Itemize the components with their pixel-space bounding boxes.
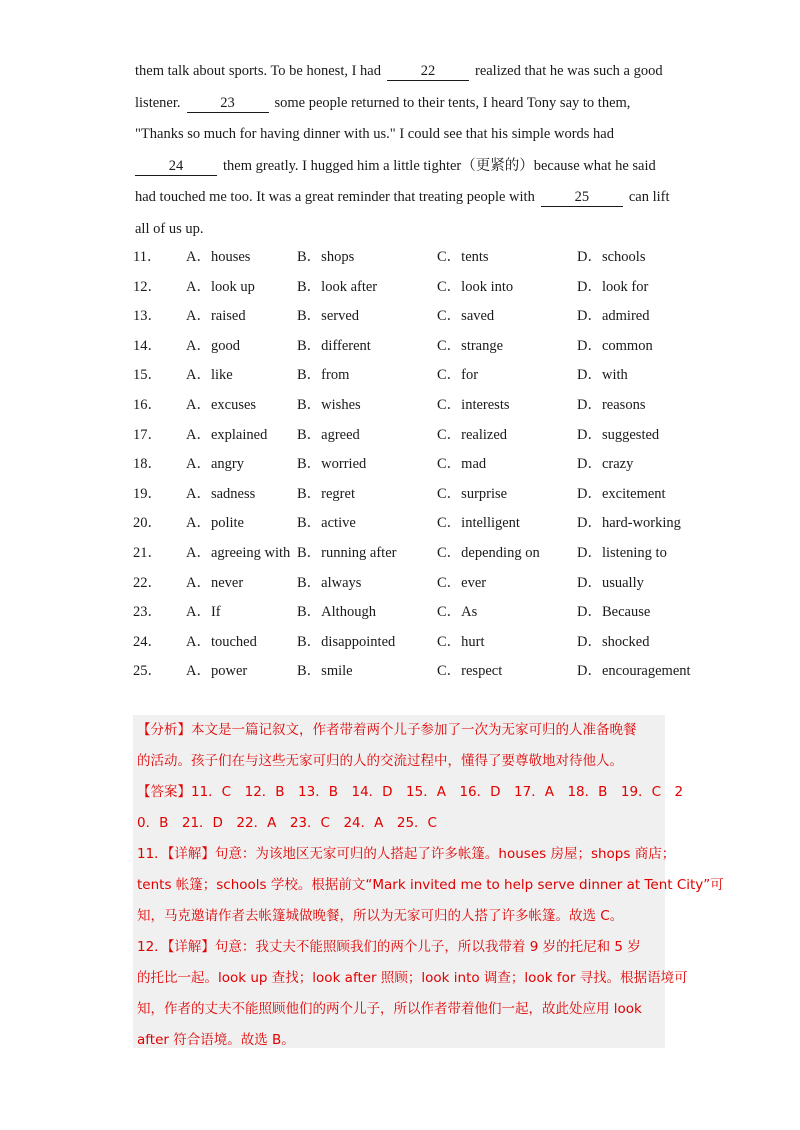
question-number: 18． — [133, 456, 162, 473]
question-row — [133, 509, 681, 539]
question-row — [133, 332, 678, 362]
passage-line — [135, 56, 675, 88]
option-c: C．saved — [437, 308, 495, 325]
passage-text: realized that he was such a good — [474, 63, 663, 79]
option-c: C．mad — [437, 456, 487, 473]
question-row — [133, 569, 678, 599]
analysis-line: tents 帐篷；schools 学校。根据前文“Mark invited me to help serve dinner at Tent City”可 — [137, 877, 724, 893]
question-row — [133, 302, 678, 332]
option-c: C．depending on — [437, 544, 540, 561]
option-a: A．houses — [186, 249, 251, 265]
analysis-line: 12．【详解】句意：我丈夫不能照顾我们的两个儿子，所以我带着 9 岁的托尼和 5 岁 — [137, 939, 641, 955]
option-d: D．listening to — [577, 544, 667, 561]
question-row — [133, 480, 678, 510]
option-c: C．respect — [437, 663, 503, 680]
option-d: D．usually — [577, 574, 644, 591]
option-b: B．shops — [297, 249, 355, 265]
passage-line — [135, 88, 675, 120]
option-c: C．ever — [437, 574, 487, 591]
option-c: C．strange — [437, 337, 504, 354]
option-b: B．look after — [297, 278, 378, 295]
option-a: A．touched — [186, 633, 257, 650]
option-b: B．wishes — [297, 396, 361, 413]
question-row — [133, 391, 678, 421]
question-number: 24． — [133, 633, 162, 650]
question-options — [133, 243, 691, 687]
option-a: A．excuses — [186, 396, 257, 413]
option-c: C．interests — [437, 396, 510, 413]
question-number: 22． — [133, 574, 162, 591]
option-b: B．running after — [297, 544, 397, 561]
analysis-line: 【分析】本文是一篇记叙文，作者带着两个儿子参加了一次为无家可归的人准备晚餐 — [137, 722, 637, 738]
question-row — [133, 598, 678, 628]
question-number: 25． — [133, 663, 162, 680]
cloze-passage — [135, 56, 675, 245]
option-b: B．from — [297, 367, 350, 384]
passage-text: "Thanks so much for having dinner with us." I could see that his simple words had — [135, 126, 614, 142]
question-number: 13． — [133, 308, 162, 325]
option-b: B．regret — [297, 485, 355, 502]
option-c: C．hurt — [437, 633, 485, 650]
passage-line — [135, 119, 675, 151]
analysis-line: after 符合语境。故选 B。 — [137, 1032, 295, 1048]
option-d: D．hard-working — [577, 515, 681, 532]
option-c: C．for — [437, 367, 479, 384]
option-b: B．active — [297, 515, 356, 532]
question-row — [133, 361, 678, 391]
option-a: A．explained — [186, 426, 268, 443]
passage-text: some people returned to their tents, I heard Tony say to them, — [274, 94, 631, 111]
option-a: A．power — [186, 663, 248, 680]
question-number: 16． — [133, 396, 162, 413]
option-b: B．smile — [297, 663, 353, 680]
option-a: A．sadness — [186, 485, 256, 502]
option-a: A．agreeing with — [186, 544, 291, 561]
question-number: 11． — [133, 249, 162, 265]
question-number: 12． — [133, 278, 162, 295]
question-row — [133, 628, 678, 658]
question-number: 15． — [133, 367, 162, 384]
option-d: D．suggested — [577, 426, 660, 443]
question-number: 20． — [133, 515, 162, 532]
answer-analysis-box — [133, 715, 724, 1048]
question-number: 17． — [133, 426, 162, 443]
question-row — [133, 243, 678, 273]
option-d: D．encouragement — [577, 663, 691, 680]
option-d: D．with — [577, 367, 628, 384]
option-a: A．angry — [186, 456, 244, 473]
question-row — [133, 273, 678, 303]
blank-22: 22 — [387, 63, 469, 81]
question-number: 21． — [133, 544, 162, 561]
analysis-line: 11．【详解】句意：为该地区无家可归的人搭起了许多帐篷。houses 房屋；shops 商店； — [137, 846, 676, 862]
option-b: B．agreed — [297, 426, 360, 443]
option-b: B．disappointed — [297, 633, 396, 650]
passage-line — [135, 214, 675, 246]
option-c: C．As — [437, 604, 478, 621]
option-c: C．tents — [437, 249, 489, 265]
option-d: D．Because — [577, 604, 651, 621]
blank-24: 24 — [135, 158, 217, 176]
passage-text: can lift — [628, 189, 670, 205]
option-c: C．surprise — [437, 485, 508, 502]
option-a: A．raised — [186, 308, 246, 325]
option-d: D．look for — [577, 278, 649, 295]
option-b: B．worried — [297, 456, 367, 473]
option-d: D．excitement — [577, 485, 666, 502]
passage-line — [135, 182, 675, 214]
option-d: D．admired — [577, 308, 650, 325]
question-number: 14． — [133, 337, 162, 354]
option-c: C．intelligent — [437, 515, 520, 532]
passage-text: listener. — [135, 94, 181, 111]
option-b: B．Although — [297, 604, 376, 621]
blank-25: 25 — [541, 189, 623, 207]
option-c: C．look into — [437, 278, 514, 295]
question-number: 23． — [133, 604, 162, 621]
option-a: A．If — [186, 604, 221, 621]
analysis-line: 0．B 21．D 22．A 23．C 24．A 25．C — [137, 815, 437, 831]
option-b: B．always — [297, 574, 362, 591]
option-d: D．crazy — [577, 456, 634, 473]
question-row — [133, 539, 678, 569]
question-number: 19． — [133, 485, 162, 502]
option-a: A．like — [186, 367, 233, 384]
passage-text: them greatly. I hugged him a little tighter（更紧的）because what he said — [223, 157, 656, 174]
option-d: D．shocked — [577, 633, 650, 650]
option-a: A．polite — [186, 515, 244, 532]
question-row — [133, 421, 678, 451]
analysis-line: 知，马克邀请作者去帐篷城做晚餐，所以为无家可归的人搭了许多帐篷。故选 C。 — [137, 908, 624, 924]
analysis-line: 的托比一起。look up 查找；look after 照顾；look into 调查；look for 寻找。根据语境可 — [137, 970, 688, 986]
option-a: A．look up — [186, 278, 255, 295]
option-c: C．realized — [437, 426, 508, 443]
option-d: D．schools — [577, 249, 646, 265]
option-d: D．common — [577, 337, 653, 354]
passage-text: them talk about sports. To be honest, I had — [135, 63, 381, 79]
option-b: B．different — [297, 337, 371, 354]
analysis-line: 知，作者的丈夫不能照顾他们的两个儿子，所以作者带着他们一起，故此处应用 look — [137, 1001, 642, 1017]
passage-text: had touched me too. It was a great reminder that treating people with — [135, 189, 535, 205]
analysis-line: 的活动。孩子们在与这些无家可归的人的交流过程中，懂得了要尊敬地对待他人。 — [137, 753, 623, 769]
option-a: A．good — [186, 337, 240, 354]
option-d: D．reasons — [577, 396, 646, 413]
passage-text: all of us up. — [135, 220, 204, 237]
option-a: A．never — [186, 574, 244, 591]
question-row — [133, 450, 678, 480]
question-row — [133, 657, 691, 687]
analysis-line: 【答案】11．C 12．B 13．B 14．D 15．A 16．D 17．A 18．B 19．C 2 — [137, 784, 684, 800]
option-b: B．served — [297, 308, 360, 325]
blank-23: 23 — [187, 95, 269, 113]
passage-line — [135, 151, 675, 183]
